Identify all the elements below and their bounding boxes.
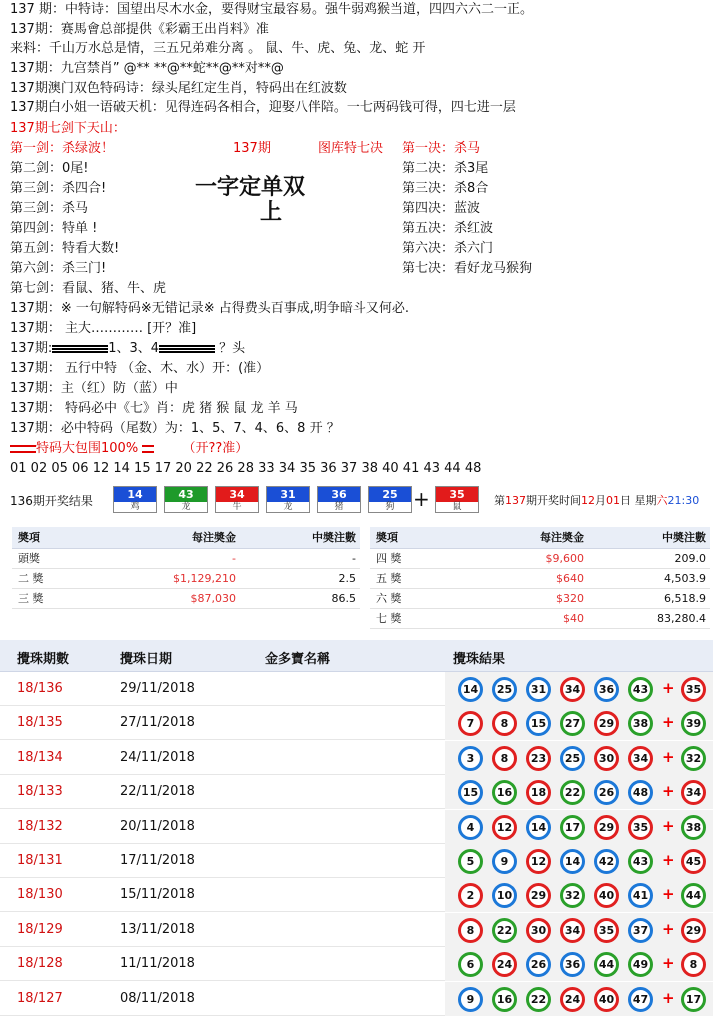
lottery-ball: 35 (628, 815, 653, 840)
history-period: 18/135 (17, 715, 63, 731)
prize-row: 二 獎 $1,129,210 2.5 (12, 568, 360, 588)
history-balls (445, 913, 713, 947)
jue-line: 第七决：看好龙马猴狗 (402, 261, 533, 276)
lottery-ball: 25 (492, 677, 517, 702)
history-period: 18/134 (17, 749, 63, 765)
lottery-ball: 34 (628, 746, 653, 771)
lottery-ball: 40 (594, 987, 619, 1012)
lottery-ball: 24 (560, 987, 585, 1012)
sword-line: 第五剑：特看大数! (10, 241, 120, 256)
lottery-ball: 36 (560, 952, 585, 977)
history-row (0, 775, 713, 809)
lottery-ball: 23 (526, 746, 551, 771)
number-list: 01 02 05 06 12 14 15 17 20 22 26 28 33 34 35 36 37 38 40 41 43 44 48 (10, 461, 482, 476)
forecast-line: 137期澳门双色特码诗：绿头尾红定生肖，特码出在红波数 (10, 81, 347, 96)
tuku-title: 图库特七决 (318, 141, 384, 156)
header-count: 中奬注數 (242, 527, 360, 548)
lottery-ball: 14 (526, 815, 551, 840)
result-136-bar (0, 485, 713, 515)
divider-bar (52, 345, 80, 353)
result-ball (435, 486, 479, 513)
lottery-ball: 29 (594, 815, 619, 840)
prize-row: 三 獎 $87,030 86.5 (12, 588, 360, 608)
history-date: 29/11/2018 (120, 681, 195, 696)
lottery-ball: 43 (628, 677, 653, 702)
sword-line: 第六剑：杀三门! (10, 261, 107, 276)
plus-sign: + (662, 782, 675, 801)
result-label: 136期开奖结果 (10, 494, 93, 508)
history-row (0, 810, 713, 844)
lottery-ball: 47 (628, 987, 653, 1012)
plus-sign: + (662, 679, 675, 697)
lottery-ball: 14 (560, 849, 585, 874)
lottery-ball: 5 (458, 849, 483, 874)
sword-line: 第三剑：杀四合! (10, 181, 107, 196)
lottery-ball: 12 (526, 849, 551, 874)
jue-line: 第四决：蓝波 (402, 201, 481, 216)
header-amount: 每注奬金 (122, 527, 242, 548)
plus-sign: + (662, 919, 675, 938)
lottery-ball: 36 (594, 677, 619, 702)
special-ball: 29 (681, 918, 706, 943)
header-amount: 每注奬金 (480, 527, 590, 548)
red-bar (142, 445, 154, 453)
result-ball (215, 486, 259, 513)
result-ball (113, 486, 157, 513)
lottery-ball: 34 (560, 677, 585, 702)
lottery-ball: 10 (492, 883, 517, 908)
header-period: 攪珠期數 (17, 652, 70, 667)
history-date: 22/11/2018 (120, 784, 195, 800)
prize-row: 五 獎 $640 4,503.9 (370, 568, 710, 588)
history-date: 17/11/2018 (120, 853, 195, 868)
forecast-line: 137期白小姐一语破天机：见得连码各相合，迎娶八伴陪。一七两码钱可得，四七进一层 (10, 100, 516, 115)
lottery-ball: 26 (526, 952, 551, 977)
result-ball-number: 31 (267, 487, 309, 502)
jue-1: 第一决：杀马 (402, 141, 481, 156)
plus-sign: + (662, 954, 675, 973)
history-row (0, 982, 713, 1016)
lottery-ball: 24 (492, 952, 517, 977)
lottery-ball: 18 (526, 780, 551, 805)
lottery-ball: 49 (628, 952, 653, 977)
lottery-ball: 7 (458, 711, 483, 736)
divider-bar (187, 345, 215, 353)
plus-sign: + (662, 885, 675, 904)
lottery-ball: 4 (458, 815, 483, 840)
result-ball-zodiac: 龙 (181, 502, 191, 512)
special-ball: 32 (681, 746, 706, 771)
result-ball (266, 486, 310, 513)
history-period: 18/129 (17, 921, 63, 937)
history-date: 27/11/2018 (120, 715, 195, 731)
special-ball: 35 (681, 677, 706, 702)
special-ball: 45 (681, 849, 706, 874)
jue-line: 第二决：杀3尾 (402, 161, 489, 176)
forecast-line: 137 期：中特诗：国望出尽木水金，要得财宝最容易。强牛弱鸡猴当道，四四六六二一正。 (10, 2, 533, 17)
result-ball-zodiac: 狗 (385, 502, 395, 512)
result-ball-number: 43 (165, 487, 207, 502)
head-hint-line: 137期: 1、3、4 ？头 (10, 341, 246, 356)
result-ball-zodiac: 猪 (334, 502, 344, 512)
special-ball: 17 (681, 987, 706, 1012)
history-balls (445, 775, 713, 809)
lottery-ball: 9 (492, 849, 517, 874)
special-ball: 8 (681, 952, 706, 977)
lottery-ball: 22 (526, 987, 551, 1012)
lottery-ball: 9 (458, 987, 483, 1012)
sword-line: 第三剑：杀马 (10, 201, 89, 216)
draw-time-info: 第137期开奖时间12月01日 星期六21:30 (494, 494, 700, 507)
lottery-ball: 38 (628, 711, 653, 736)
result-ball-number: 36 (318, 487, 360, 502)
history-period: 18/133 (17, 784, 63, 800)
prize-row: 七 獎 $40 83,280.4 (370, 608, 710, 628)
lottery-ball: 16 (492, 987, 517, 1012)
result-ball (368, 486, 412, 513)
plus-sign: + (662, 713, 675, 732)
history-row (0, 878, 713, 912)
lottery-ball: 8 (492, 746, 517, 771)
special-ball: 44 (681, 883, 706, 908)
history-balls (445, 810, 713, 844)
head-hint-suffix: ？头 (215, 341, 246, 356)
head-hint-numbers: 1、3、4 (108, 341, 160, 356)
lottery-ball: 42 (594, 849, 619, 874)
header-date: 攪珠日期 (120, 652, 173, 667)
lottery-ball: 29 (594, 711, 619, 736)
history-period: 18/130 (17, 887, 63, 903)
header-name: 金多寶名稱 (265, 652, 331, 667)
lottery-ball: 22 (492, 918, 517, 943)
prize-table-right (370, 527, 710, 629)
result-ball-number: 14 (114, 487, 156, 502)
lottery-ball: 16 (492, 780, 517, 805)
history-date: 24/11/2018 (120, 749, 195, 765)
lottery-ball: 27 (560, 711, 585, 736)
forecast-line: 137期：九宫禁肖” @** **@**蛇**@**对**@ (10, 61, 284, 76)
tail-line: 137期：主（红）防（蓝）中 (10, 381, 178, 396)
history-row (0, 913, 713, 947)
special-ball: 39 (681, 711, 706, 736)
forecast-line: 来料：千山万水总是情，三五兄弟难分离 。 鼠、牛、虎、兔、龙、蛇 开 (10, 41, 426, 56)
plus-sign: + (662, 851, 675, 869)
jue-line: 第三决：杀8合 (402, 181, 489, 196)
prize-row: 六 獎 $320 6,518.9 (370, 588, 710, 608)
lottery-ball: 2 (458, 883, 483, 908)
header-result: 攪珠結果 (453, 652, 506, 667)
result-ball (317, 486, 361, 513)
history-row (0, 672, 713, 706)
history-period: 18/127 (17, 990, 63, 1006)
forecast-text-panel (0, 0, 713, 485)
lottery-ball: 14 (458, 677, 483, 702)
tail-line: 137期： 五行中特 （金、木、水）开：(准） (10, 361, 270, 376)
history-date: 15/11/2018 (120, 887, 195, 903)
history-period: 18/132 (17, 818, 63, 834)
sword-line: 第二剑：0尾! (10, 161, 89, 176)
tail-line: 137期： 主大………… [开？准] (10, 321, 197, 336)
header-prize: 奬項 (370, 527, 480, 548)
history-balls (445, 878, 713, 912)
header-prize: 奬項 (12, 527, 122, 548)
divider-bar (80, 345, 108, 353)
tail-line: 137期： 特码必中《七》肖：虎 猪 猴 鼠 龙 羊 马 (10, 401, 298, 416)
special-ball: 34 (681, 780, 706, 805)
history-balls (445, 706, 713, 740)
result-ball-zodiac: 龙 (283, 502, 293, 512)
lottery-ball: 6 (458, 952, 483, 977)
history-period: 18/131 (17, 853, 63, 868)
history-period: 18/128 (17, 956, 63, 972)
jue-line: 第六决：杀六门 (402, 241, 494, 256)
lottery-ball: 8 (458, 918, 483, 943)
big-headline-sub: 上 (260, 199, 283, 225)
lottery-ball: 37 (628, 918, 653, 943)
lottery-ball: 30 (526, 918, 551, 943)
big-headline: 一字定单双 (195, 174, 306, 200)
lottery-ball: 43 (628, 849, 653, 874)
lottery-ball: 17 (560, 815, 585, 840)
special-ball: 38 (681, 815, 706, 840)
result-ball-number: 25 (369, 487, 411, 502)
lottery-ball: 15 (526, 711, 551, 736)
prize-table-left (12, 527, 360, 609)
history-row (0, 706, 713, 740)
history-date: 11/11/2018 (120, 956, 195, 972)
jue-line: 第五决：杀红波 (402, 221, 494, 236)
result-ball-zodiac: 牛 (232, 502, 242, 512)
header-count: 中奬注數 (590, 527, 710, 548)
lottery-ball: 34 (560, 918, 585, 943)
tail-line: 137期：必中特码（尾数）为：1、5、7、4、6、8 开 ？ (10, 421, 340, 436)
history-balls (445, 844, 713, 878)
history-balls (445, 982, 713, 1016)
lottery-ball: 8 (492, 711, 517, 736)
history-period: 18/136 (17, 681, 63, 696)
prize-row: 頭獎 - - (12, 548, 360, 568)
history-balls (445, 947, 713, 981)
sword-line: 第七剑：看鼠、猪、牛、虎 (10, 281, 167, 296)
lottery-ball: 26 (594, 780, 619, 805)
bao-line (10, 441, 248, 457)
sword-1: 第一剑：杀绿波！ (10, 141, 115, 156)
result-ball-number: 35 (436, 487, 478, 502)
red-bar (10, 445, 36, 453)
bao-tail: （开??准） (182, 441, 249, 456)
lottery-ball: 40 (594, 883, 619, 908)
result-ball (164, 486, 208, 513)
forecast-line: 137期：赛馬會总部提供《彩霸王出肖料》准 (10, 22, 269, 37)
result-ball-number: 34 (216, 487, 258, 502)
lottery-ball: 35 (594, 918, 619, 943)
lottery-ball: 48 (628, 780, 653, 805)
lottery-ball: 41 (628, 883, 653, 908)
history-date: 08/11/2018 (120, 990, 195, 1006)
tail-line: 137期：※ 一句解特码※无错记录※ 占得费头百事成,明争暗斗又何必. (10, 301, 410, 316)
history-header (0, 640, 713, 672)
plus-sign: + (413, 487, 430, 511)
period-label: 137期 (233, 141, 271, 156)
lottery-ball: 30 (594, 746, 619, 771)
lottery-ball: 3 (458, 746, 483, 771)
result-ball-zodiac: 鼠 (452, 502, 462, 512)
lottery-ball: 12 (492, 815, 517, 840)
history-balls (445, 672, 713, 706)
history-date: 13/11/2018 (120, 921, 195, 937)
plus-sign: + (662, 816, 675, 835)
lottery-ball: 31 (526, 677, 551, 702)
history-row (0, 947, 713, 981)
history-date: 20/11/2018 (120, 818, 195, 834)
history-balls (445, 741, 713, 775)
lottery-ball: 22 (560, 780, 585, 805)
sword-line: 第四剑：特单 ! (10, 221, 98, 236)
prize-row: 四 獎 $9,600 209.0 (370, 548, 710, 568)
plus-sign: + (662, 747, 675, 766)
lottery-ball: 32 (560, 883, 585, 908)
history-row (0, 844, 713, 878)
lottery-ball: 29 (526, 883, 551, 908)
plus-sign: + (662, 988, 675, 1007)
lottery-ball: 44 (594, 952, 619, 977)
history-row (0, 741, 713, 775)
divider-bar (159, 345, 187, 353)
result-ball-zodiac: 鸡 (130, 502, 140, 512)
bao-title: 特码大包围100% (36, 441, 139, 456)
lottery-ball: 25 (560, 746, 585, 771)
lottery-ball: 15 (458, 780, 483, 805)
qijian-title: 137期七剑下天山： (10, 121, 126, 136)
